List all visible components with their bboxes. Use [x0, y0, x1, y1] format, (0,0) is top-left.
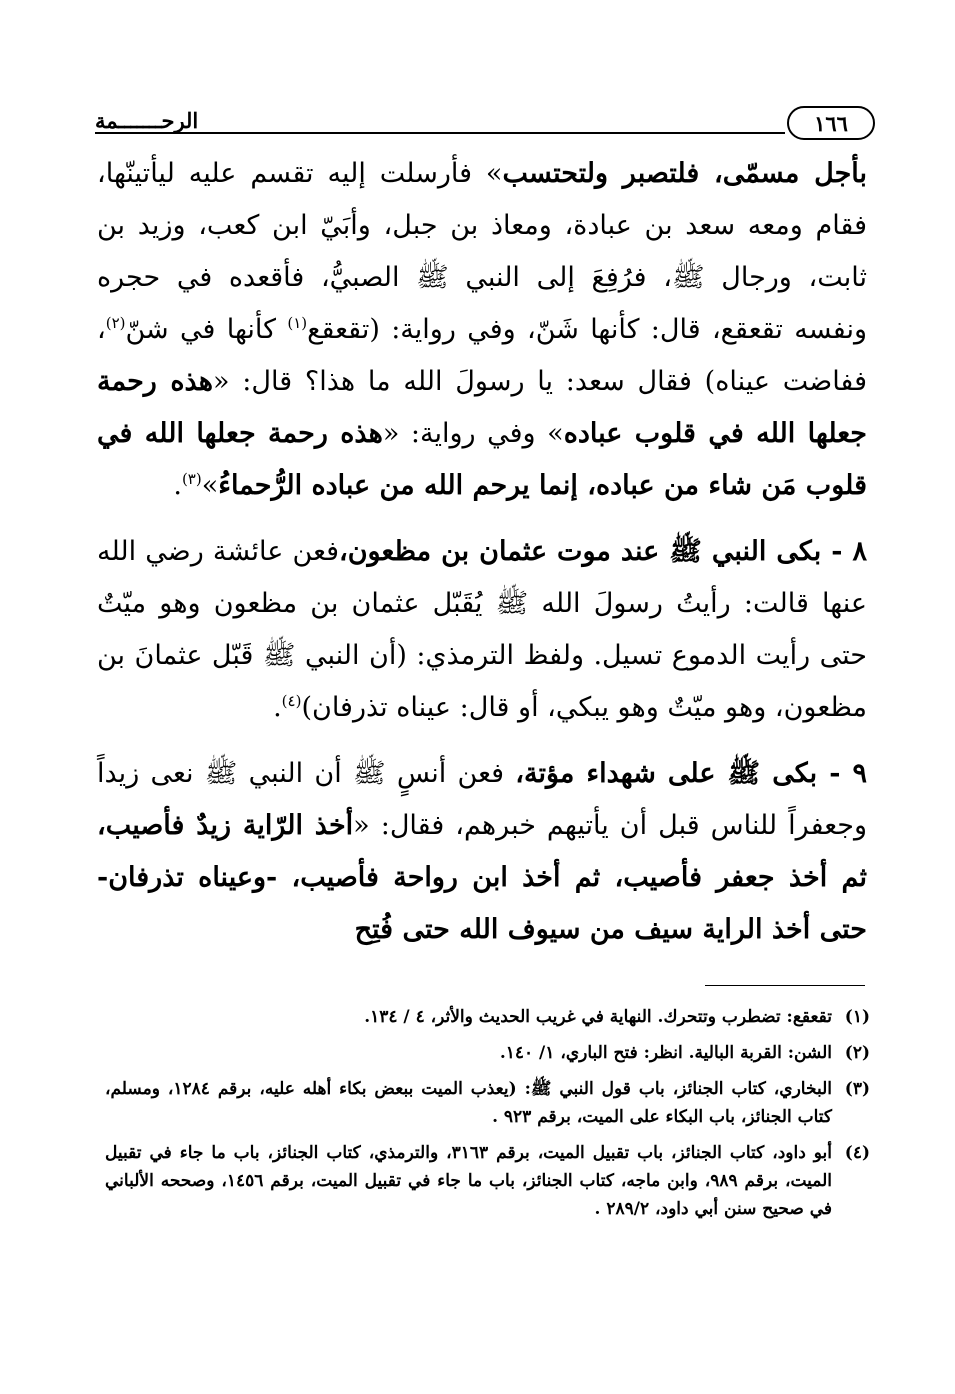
text-run: . [273, 692, 282, 723]
section-heading: ٩ - بكى ﷺ على شهداء مؤتة، [515, 758, 867, 789]
text-run: » وفي رواية: « [382, 418, 564, 449]
text-run: ، ففاضت عيناه) فقال سعد: يا رسولَ الله ما هذا؟ قال: « [97, 314, 867, 397]
section-heading: ٨ - بكى النبي ﷺ عند موت عثمان بن مظعون، [339, 536, 867, 567]
footnote-separator [705, 985, 865, 986]
text-run: . [173, 470, 182, 501]
footnote-ref-4[interactable]: (٤) [281, 692, 302, 710]
footnote-text: الشن: القربة البالية. انظر: فتح الباري، ١/ ١٤٠. [499, 1043, 832, 1063]
page-number: ١٦٦ [787, 106, 875, 140]
footnote-1 [105, 1003, 870, 1031]
quote-text: أخذ الرّاية زيدٌ فأصيب، ثم أخذ جعفر فأصيب، ثم أخذ ابن رواحة فأصيب، -وعيناه تذرفان- حتى أخذ الراية سيف من سيوف الله حتى فُتِح [97, 810, 867, 945]
footnote-text: تقعقع: تضطرب وتتحرك. النهاية في غريب الحديث والأثر، ٤ / ١٣٤. [364, 1007, 832, 1027]
footnote-text: أبو داود، كتاب الجنائز، باب تقبيل الميت، برقم ٣١٦٣، والترمذي، كتاب الجنائز، باب ما جاء في تقبيل الميت، برقم ٩٨٩، وابن ماجه، كتاب الجنائز، باب ما جاء في تقبيل الميت، برقم ١٤٥٦، وصححه الألباني في صحيح سنن أبي داود، ٢٨٩/٢ . [105, 1143, 833, 1219]
footnote-ref-2[interactable]: (٢) [105, 314, 126, 332]
text-run: كأنها في شنّ [125, 314, 288, 345]
paragraph-1 [97, 148, 867, 512]
page-header [95, 104, 875, 144]
footnote-2 [105, 1039, 870, 1067]
text-run: » [201, 470, 219, 501]
footnotes [105, 1003, 870, 1231]
footnote-3 [105, 1075, 870, 1131]
footnote-number: (٤) [844, 1143, 870, 1163]
text-run: فعن أنسٍ ﷺ أن النبي ﷺ نعى زيداً وجعفراً للناس قبل أن يأتيهم خبرهم، فقال: « [97, 758, 867, 841]
footnote-number: (٢) [844, 1043, 870, 1063]
footnote-number: (١) [844, 1007, 870, 1027]
paragraph-2 [97, 526, 867, 734]
running-title: الرحـــــــمة [95, 108, 199, 133]
quote-text: هذه رحمة جعلها الله في قلوب مَن شاء من عباده، إنما يرحم الله من عباده الرُّحماءُ [97, 418, 867, 501]
paragraph-3 [97, 748, 867, 956]
text-run: فعن عائشة رضي الله عنها قالت: رأيتُ رسولَ الله ﷺ يُقَبّل عثمان بن مظعون وهو ميّتٌ حتى رأيت الدموع تسيل. ولفظ الترمذي: (أن النبي ﷺ قَبّل عثمانَ بن مظعون، وهو ميّتٌ وهو يبكي، أو قال: عيناه تذرفان) [97, 536, 867, 723]
main-text [97, 148, 867, 970]
footnote-number: (٣) [844, 1079, 870, 1099]
footnote-4 [105, 1139, 870, 1223]
text-run: » فأرسلت إليه تقسم عليه ليأتينّها، فقام ومعه سعد بن عبادة، ومعاذ بن جبل، وأبَيّ ابن كعب، وزيد بن ثابت، ورجال ﷺ، فرُفِعَ إلى النبي ﷺ الصبيُّ، فأقعده في حجره ونفسه تقعقع، قال: كأنها شَنّ، وفي رواية: (تقعقع [97, 158, 867, 345]
footnote-text: البخاري، كتاب الجنائز، باب قول النبي ﷺ: (يعذب الميت ببعض بكاء أهله عليه، برقم ١٢٨٤، ومسلم، كتاب الجنائز، باب البكاء على الميت، برقم ٩٢٣ . [105, 1079, 832, 1127]
footnote-ref-1[interactable]: (١) [287, 314, 308, 332]
footnote-ref-3[interactable]: (٣) [181, 470, 202, 488]
header-rule [95, 132, 785, 134]
quote-text: هذه رحمة جعلها الله في قلوب عباده [97, 366, 867, 449]
quote-text: بأجل مسمّى، فلتصبر ولتحتسب [502, 158, 868, 189]
